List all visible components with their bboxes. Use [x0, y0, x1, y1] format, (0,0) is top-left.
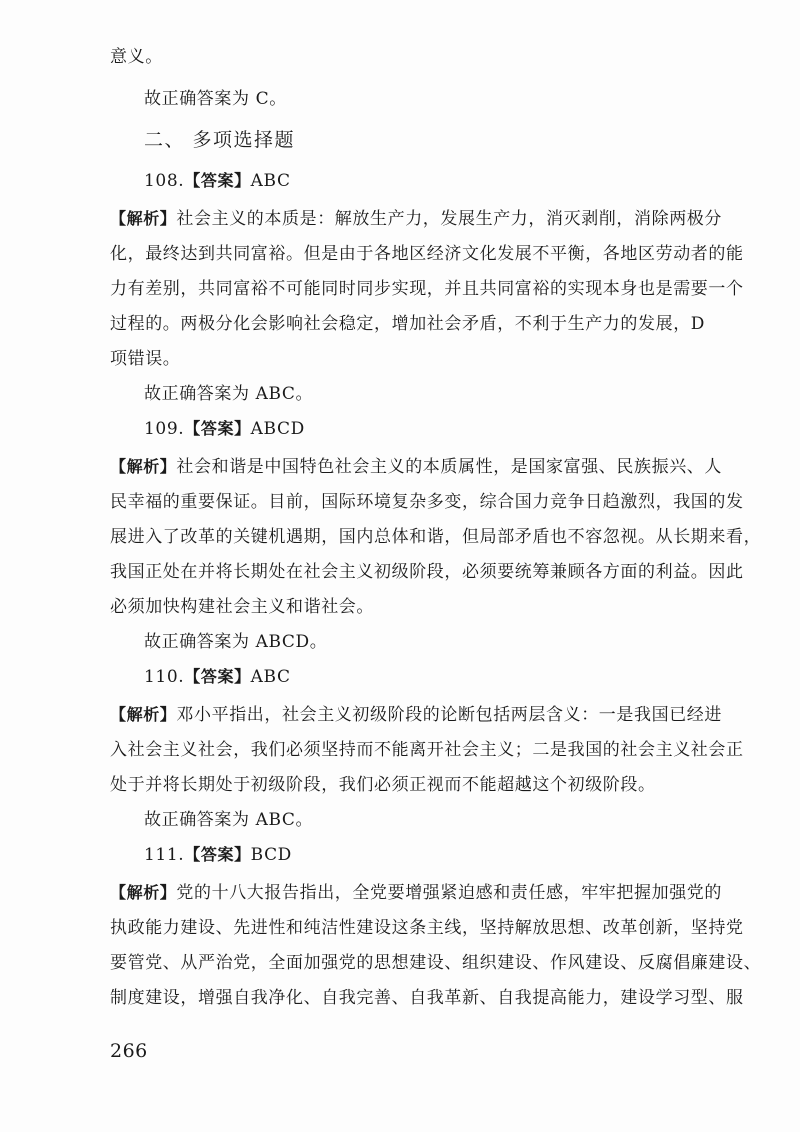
- analysis-text: 党的十八大报告指出，全党要增强紧迫感和责任感，牢牢把握加强党的: [176, 883, 723, 903]
- analysis-text: 邓小平指出，社会主义初级阶段的论断包括两层含义：一是我国已经进: [176, 705, 723, 725]
- text-line: 我国正处在并将长期处在社会主义初级阶段，必须要统筹兼顾各方面的利益。因此: [110, 562, 744, 582]
- text-line: [110, 704, 722, 726]
- question-number: 108.: [144, 171, 185, 191]
- question-header-110: [144, 666, 291, 688]
- question-header-108: [144, 170, 291, 192]
- answer-value: BCD: [250, 845, 292, 865]
- question-number: 111.: [144, 845, 185, 865]
- text-line: 项错误。: [110, 349, 181, 369]
- answer-tag: 【答案】: [184, 171, 251, 190]
- text-line: 民幸福的重要保证。目前，国际环境复杂多变，综合国力竞争日趋激烈，我国的发: [110, 492, 744, 512]
- answer-statement: 故正确答案为 ABCD。: [144, 632, 328, 652]
- page-number: 266: [110, 1040, 148, 1062]
- analysis-tag: 【解析】: [110, 457, 177, 476]
- question-number: 109.: [144, 419, 185, 439]
- analysis-text: 社会主义的本质是：解放生产力，发展生产力，消灭剥削，消除两极分: [176, 209, 723, 229]
- analysis-tag: 【解析】: [110, 883, 177, 902]
- text-line: 力有差别，共同富裕不可能同时同步实现，并且共同富裕的实现本身也是需要一个: [110, 279, 744, 299]
- text-line: 过程的。两极分化会影响社会稳定，增加社会矛盾，不利于生产力的发展，D: [110, 314, 706, 334]
- question-header-111: [144, 844, 292, 866]
- answer-tag: 【答案】: [184, 845, 251, 864]
- text-line: 展进入了改革的关键机遇期，国内总体和谐，但局部矛盾也不容忽视。从长期来看，: [110, 527, 762, 547]
- answer-statement: 故正确答案为 ABC。: [144, 810, 314, 830]
- answer-value: ABC: [250, 667, 291, 687]
- answer-value: ABCD: [250, 419, 305, 439]
- question-header-109: [144, 418, 305, 440]
- text-line: 执政能力建设、先进性和纯洁性建设这条主线，坚持解放思想、改革创新，坚持党: [110, 918, 744, 938]
- text-line: 要管党、从严治党，全面加强党的思想建设、组织建设、作风建设、反腐倡廉建设、: [110, 953, 762, 973]
- answer-statement: 故正确答案为 ABC。: [144, 384, 314, 404]
- text-line: 入社会主义社会，我们必须坚持而不能离开社会主义；二是我国的社会主义社会正: [110, 740, 744, 760]
- text-line: 化，最终达到共同富裕。但是由于各地区经济文化发展不平衡，各地区劳动者的能: [110, 244, 744, 264]
- text-line: [110, 208, 722, 230]
- text-line: [110, 456, 722, 478]
- answer-value: ABC: [250, 171, 291, 191]
- question-number: 110.: [144, 667, 185, 687]
- analysis-text: 社会和谐是中国特色社会主义的本质属性，是国家富强、民族振兴、人: [176, 457, 723, 477]
- section-heading: 二、 多项选择题: [144, 129, 296, 151]
- text-line: 处于并将长期处于初级阶段，我们必须正视而不能超越这个初级阶段。: [110, 775, 656, 795]
- analysis-tag: 【解析】: [110, 209, 177, 228]
- answer-statement: 故正确答案为 C。: [144, 89, 287, 109]
- text-line: 制度建设，增强自我净化、自我完善、自我革新、自我提高能力，建设学习型、服: [110, 988, 744, 1008]
- answer-tag: 【答案】: [184, 419, 251, 438]
- text-line: 意义。: [110, 47, 163, 67]
- text-line: 必须加快构建社会主义和谐社会。: [110, 597, 374, 617]
- analysis-tag: 【解析】: [110, 705, 177, 724]
- text-line: [110, 882, 722, 904]
- answer-tag: 【答案】: [184, 667, 251, 686]
